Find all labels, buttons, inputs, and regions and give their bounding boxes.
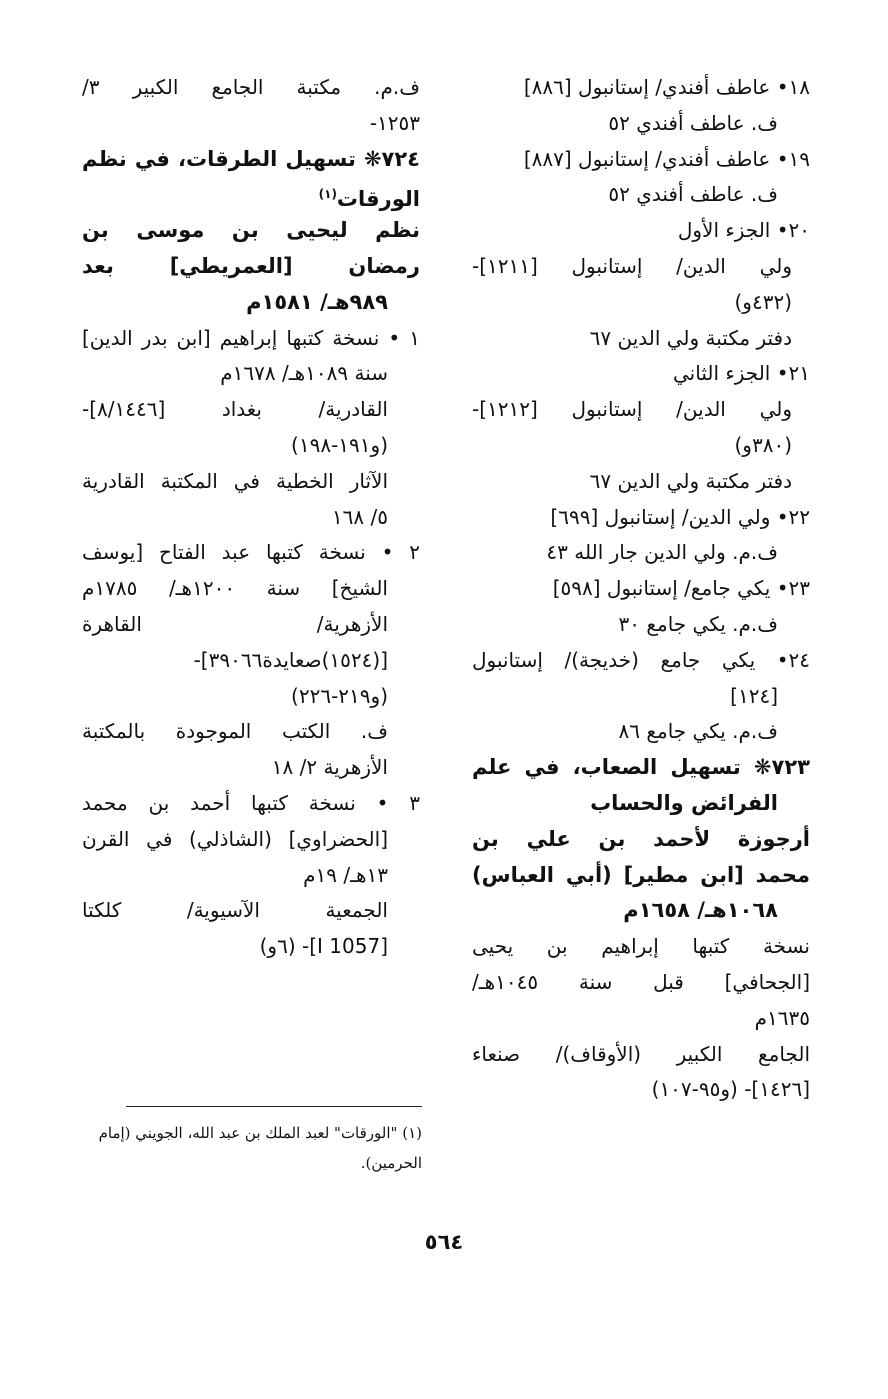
text-line: دفتر مكتبة ولي الدين ٦٧ <box>589 325 792 350</box>
text-line: ٥/ ١٦٨ <box>331 504 388 529</box>
text-line: ف.م. يكي جامع ٨٦ <box>618 719 778 744</box>
text-line: ف. عاطف أفندي ٥٢ <box>608 110 778 135</box>
text-line: ٢٠• الجزء الأول <box>677 218 810 243</box>
text-line: ١٨• عاطف أفندي/ إستانبول [٨٨٦] <box>523 75 810 99</box>
text-line: سنة ١٠٨٩هـ/ ١٦٧٨م <box>220 361 388 386</box>
text-line: أرجوزة لأحمد بن علي بن <box>472 826 810 851</box>
page-number: ٥٦٤ <box>424 1230 464 1254</box>
text-line: ٣ • نسخة كتبها أحمد بن محمد <box>82 790 420 815</box>
text-line: ١٦٣٥م <box>754 1005 810 1030</box>
footnote <box>90 1118 422 1178</box>
text-line: ١٣هـ/ ١٩م <box>303 862 388 887</box>
text-line: ولي الدين/ إستانبول [١٢١٢]- <box>472 397 792 422</box>
text-line: (٤٣٢و) <box>734 289 792 314</box>
text-line: نظم ليحيى بن موسى بن <box>82 218 420 243</box>
footnote-divider <box>126 1106 422 1107</box>
text-line: [١٤٢٦]- (و٩٥-١٠٧) <box>651 1077 810 1102</box>
text-line: ١٠٦٨هـ/ ١٦٥٨م <box>623 898 778 923</box>
text-line: ١٢٥٣- <box>369 110 420 135</box>
text-line: ١ • نسخة كتبها إبراهيم [ابن بدر الدين] <box>82 325 420 350</box>
text-line: ١٩• عاطف أفندي/ إستانبول [٨٨٧] <box>523 146 810 171</box>
text-line: [I 1057]- (٦و) <box>259 934 388 959</box>
text-line: ٢٢• ولي الدين/ إستانبول [٦٩٩] <box>550 504 810 529</box>
text-line: الأزهرية ٢/ ١٨ <box>271 755 388 780</box>
text-line: الجمعية الآسيوية/ كلكتا <box>82 898 388 923</box>
text-line: الورقات$^{(١)}$ <box>318 187 420 212</box>
text-line: ف.م. مكتبة الجامع الكبير ٣/ <box>82 75 420 99</box>
text-line: (و٢١٩-٢٢٦) <box>291 683 388 708</box>
text-line: رمضان [العمريطي] بعد <box>82 253 420 278</box>
text-line: ٩٨٩هـ/ ١٥٨١م <box>246 289 388 314</box>
text-line: [(١٥٢٤)صعايدة٣٩٠٦٦]- <box>193 647 388 672</box>
text-line: ٢ • نسخة كتبها عبد الفتاح [يوسف <box>82 540 420 565</box>
text-line: ٢٤• يكي جامع (خديجة)/ إستانبول <box>472 647 810 672</box>
left-column <box>82 70 420 965</box>
text-line: ف.م. يكي جامع ٣٠ <box>618 611 778 636</box>
text-line: [الحضراوي] (الشاذلي) في القرن <box>82 826 388 851</box>
text-line: ف.م. ولي الدين جار الله ٤٣ <box>546 540 778 565</box>
text-line: ف. الكتب الموجودة بالمكتبة <box>82 719 388 744</box>
text-line: الأزهرية/ القاهرة <box>82 611 388 636</box>
footnote-text: "الورقات" لعبد الملك بن عبد الله، الجويني (إمام الحرمين). <box>98 1124 422 1172</box>
text-line: (و١٩١-١٩٨) <box>291 432 388 457</box>
text-line: نسخة كتبها إبراهيم بن يحيى <box>472 934 810 959</box>
footnote-marker: (١) <box>402 1124 422 1142</box>
text-line: ٧٢٤❋ تسهيل الطرقات، في نظم <box>82 146 420 171</box>
text-line: الشيخ] سنة ١٢٠٠هـ/ ١٧٨٥م <box>82 576 388 601</box>
text-line: [الجحافي] قبل سنة ١٠٤٥هـ/ <box>472 969 810 994</box>
text-line: الآثار الخطية في المكتبة القادرية <box>82 468 388 493</box>
text-line: ف. عاطف أفندي ٥٢ <box>608 182 778 207</box>
text-line: محمد [ابن مطير] (أبي العباس) <box>472 862 810 887</box>
text-line: الجامع الكبير (الأوقاف)/ صنعاء <box>472 1041 810 1066</box>
text-line: ٢٣• يكي جامع/ إستانبول [٥٩٨] <box>552 576 810 601</box>
text-line: ٧٢٣❋ تسهيل الصعاب، في علم <box>472 755 810 780</box>
text-line: دفتر مكتبة ولي الدين ٦٧ <box>589 468 792 493</box>
right-column <box>472 70 810 1108</box>
text-line: ولي الدين/ إستانبول [١٢١١]- <box>472 253 792 278</box>
text-line: (٣٨٠و) <box>734 432 792 457</box>
text-line: ٢١• الجزء الثاني <box>672 361 810 386</box>
text-line: الفرائض والحساب <box>590 790 778 815</box>
text-line: القادرية/ بغداد [٨/١٤٤٦]- <box>82 397 388 422</box>
text-line: [١٢٤] <box>730 683 778 708</box>
footnote-ref: (١) <box>318 187 337 202</box>
